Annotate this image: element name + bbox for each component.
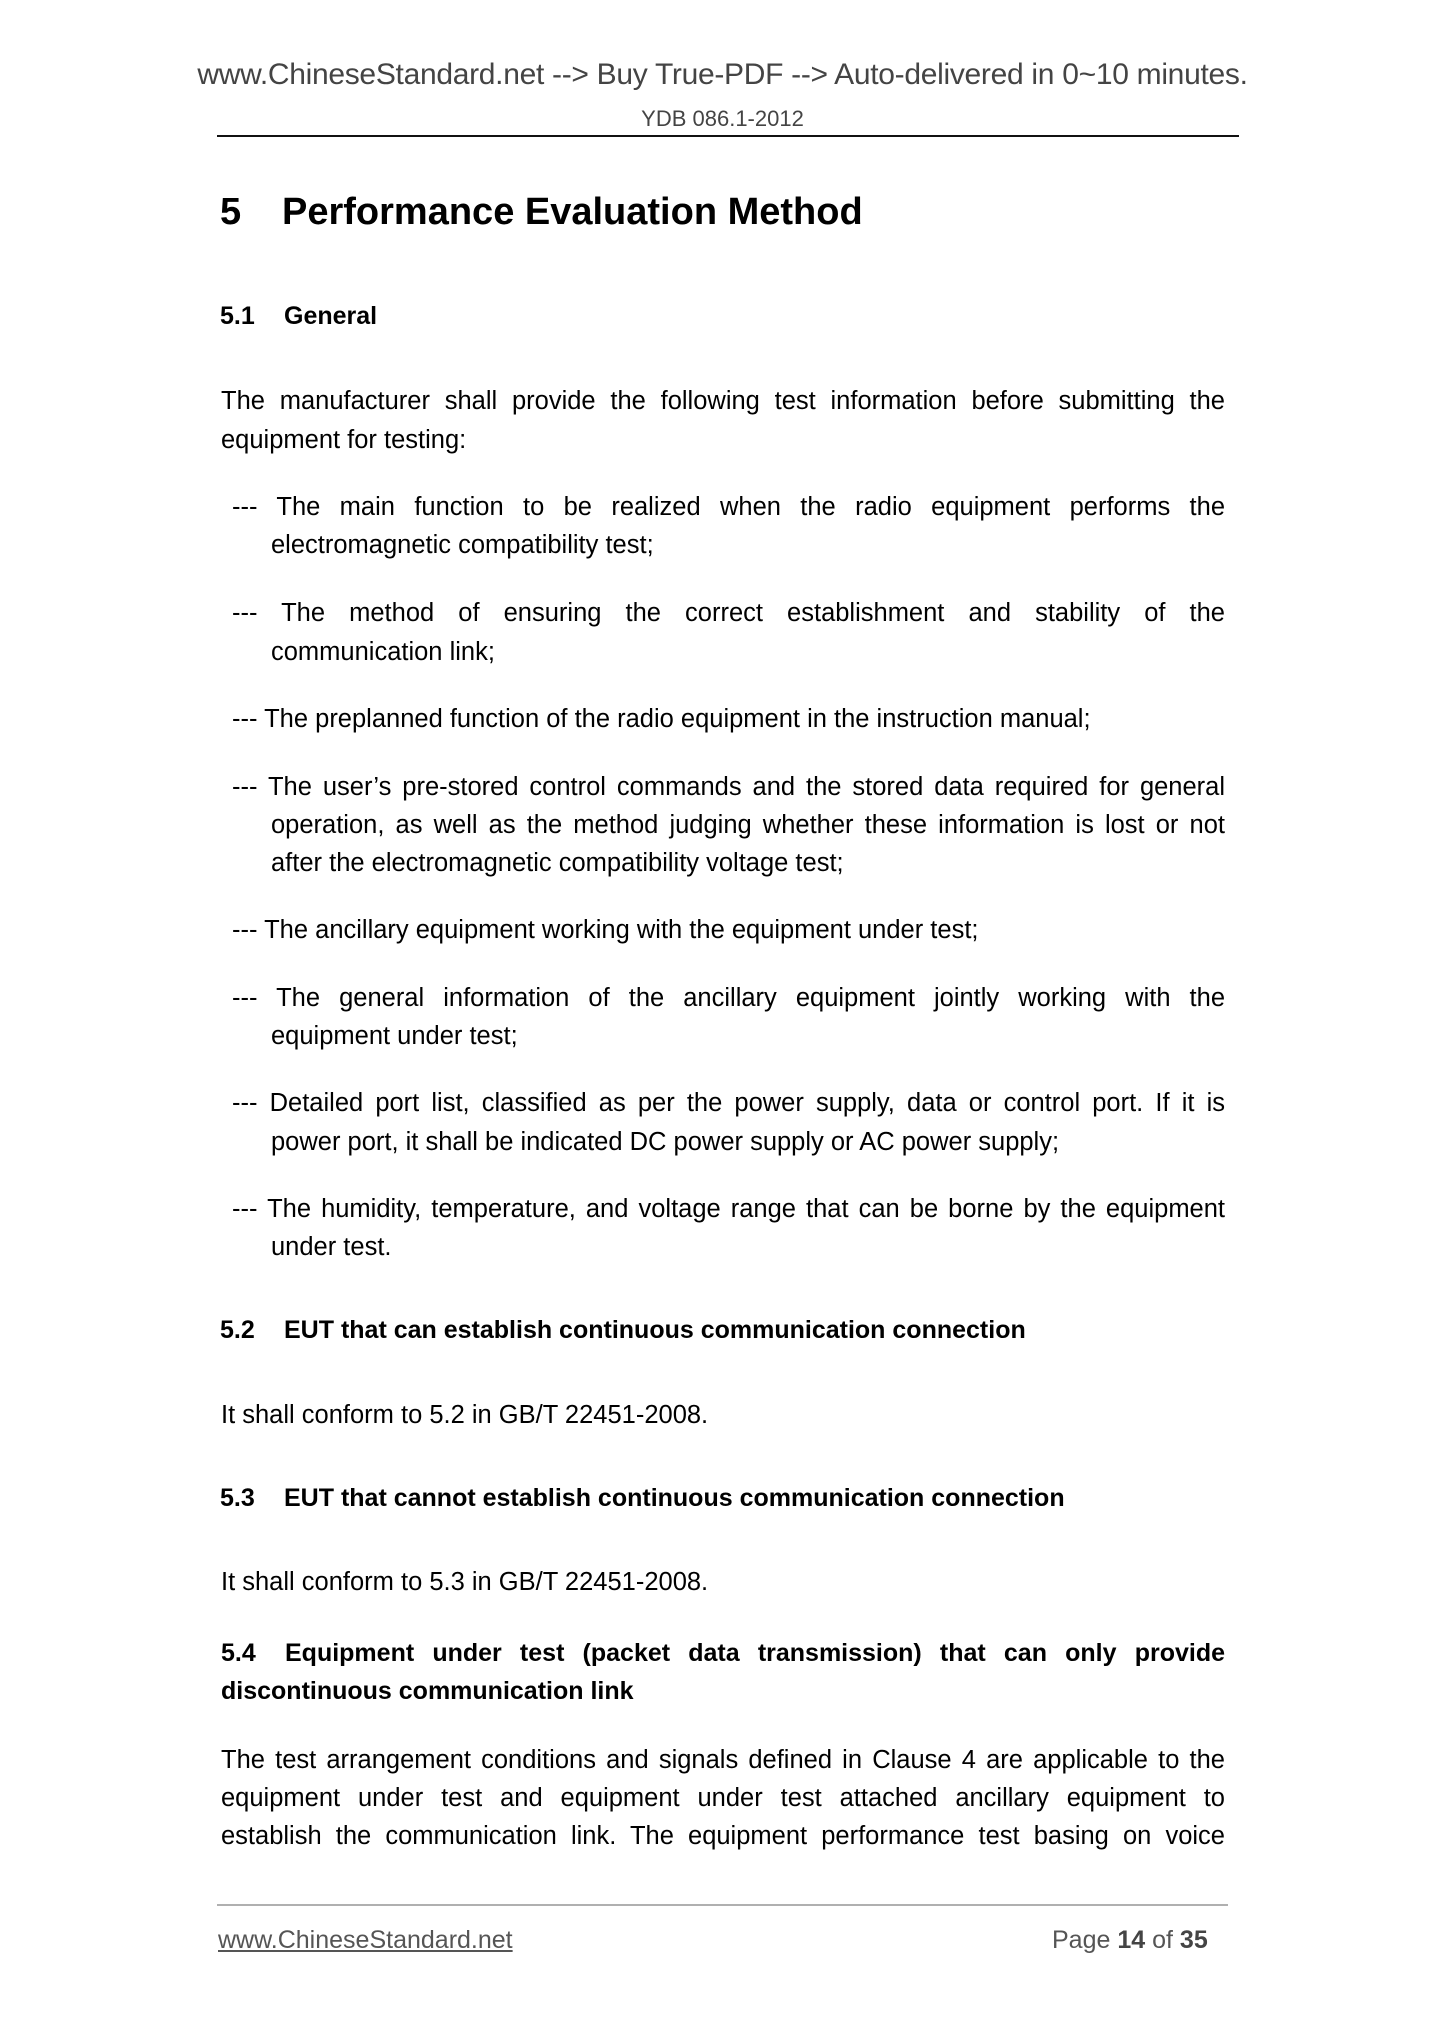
paragraph-line: establish the communication link. The equipment performance test basing on voice xyxy=(221,1822,1225,1850)
list-item xyxy=(232,488,1225,526)
list-item xyxy=(232,700,1225,738)
subsection-heading-5-4 xyxy=(221,1634,1225,1672)
paragraph-line: The test arrangement conditions and signals defined in Clause 4 are applicable to the xyxy=(221,1746,1225,1774)
list-item-text: The method of ensuring the correct establishment and stability of the xyxy=(281,599,1225,627)
list-dash: --- xyxy=(232,773,258,801)
list-item-continuation: communication link; xyxy=(271,638,495,666)
list-item-text: The general information of the ancillary equipment jointly working with the xyxy=(276,984,1225,1012)
list-item xyxy=(232,1084,1225,1122)
page-current: 14 xyxy=(1117,1926,1146,1954)
subsection-number: 5.2 xyxy=(220,1316,255,1344)
footer-website-link[interactable]: www.ChineseStandard.net xyxy=(218,1926,513,1954)
subsection-number: 5.3 xyxy=(220,1484,255,1512)
subsection-heading-5-3 xyxy=(220,1484,1065,1513)
header-divider xyxy=(217,135,1239,137)
paragraph-line: equipment for testing: xyxy=(221,426,467,454)
page-label: Page xyxy=(1052,1926,1111,1954)
page-of-label: of xyxy=(1152,1926,1173,1954)
list-item-text: The preplanned function of the radio equipment in the instruction manual; xyxy=(264,705,1091,733)
list-dash: --- xyxy=(232,916,258,944)
section-title: Performance Evaluation Method xyxy=(282,191,863,233)
list-item-text: The user’s pre-stored control commands and the stored data required for general xyxy=(267,773,1225,801)
list-item-text: The ancillary equipment working with the equipment under test; xyxy=(264,916,979,944)
subsection-heading-5-2 xyxy=(220,1316,1026,1345)
list-item xyxy=(232,1190,1225,1228)
section-number: 5 xyxy=(220,191,242,233)
list-item-continuation: under test. xyxy=(271,1233,392,1261)
list-item-continuation: operation, as well as the method judging whether these information is lost or not xyxy=(271,811,1225,839)
subsection-title: EUT that can establish continuous communication connection xyxy=(284,1316,1026,1344)
subsection-title: EUT that cannot establish continuous communication connection xyxy=(284,1484,1065,1512)
list-item-text: Detailed port list, classified as per the power supply, data or control port. If it is xyxy=(269,1089,1225,1117)
standard-number: YDB 086.1-2012 xyxy=(641,106,804,131)
page-indicator xyxy=(1052,1926,1208,1955)
list-item-continuation: after the electromagnetic compatibility voltage test; xyxy=(271,849,844,877)
list-item xyxy=(232,979,1225,1017)
subsection-number: 5.1 xyxy=(220,302,255,330)
list-item-continuation: electromagnetic compatibility test; xyxy=(271,531,654,559)
list-item xyxy=(232,594,1225,632)
section-heading xyxy=(220,191,863,234)
subsection-number: 5.4 xyxy=(221,1639,256,1667)
header-banner: www.ChineseStandard.net --> Buy True-PDF --> Auto-delivered in 0~10 minutes. xyxy=(197,58,1248,91)
subsection-title: Equipment under test (packet data transmission) that can only provide xyxy=(285,1639,1225,1667)
list-item-continuation: power port, it shall be indicated DC power supply or AC power supply; xyxy=(271,1128,1060,1156)
list-item xyxy=(232,911,1225,949)
list-item xyxy=(232,768,1225,806)
subsection-heading-5-1 xyxy=(220,302,377,331)
list-dash: --- xyxy=(232,1089,258,1117)
paragraph-line: equipment under test and equipment under test attached ancillary equipment to xyxy=(221,1784,1225,1812)
list-item-continuation: equipment under test; xyxy=(271,1022,518,1050)
list-dash: --- xyxy=(232,1195,258,1223)
page-total: 35 xyxy=(1179,1926,1208,1954)
subsection-title: General xyxy=(284,302,378,330)
list-item-text: The humidity, temperature, and voltage range that can be borne by the equipment xyxy=(267,1195,1225,1223)
footer-divider xyxy=(217,1904,1228,1906)
list-dash: --- xyxy=(232,984,258,1012)
list-item-text: The main function to be realized when the radio equipment performs the xyxy=(276,493,1225,521)
subsection-title-continuation: discontinuous communication link xyxy=(221,1677,634,1705)
list-dash: --- xyxy=(232,705,258,733)
paragraph-line: The manufacturer shall provide the following test information before submitting the xyxy=(221,387,1225,415)
paragraph-line: It shall conform to 5.2 in GB/T 22451-2008. xyxy=(221,1401,709,1429)
paragraph-line: It shall conform to 5.3 in GB/T 22451-2008. xyxy=(221,1568,709,1596)
list-dash: --- xyxy=(232,599,258,627)
list-dash: --- xyxy=(232,493,258,521)
